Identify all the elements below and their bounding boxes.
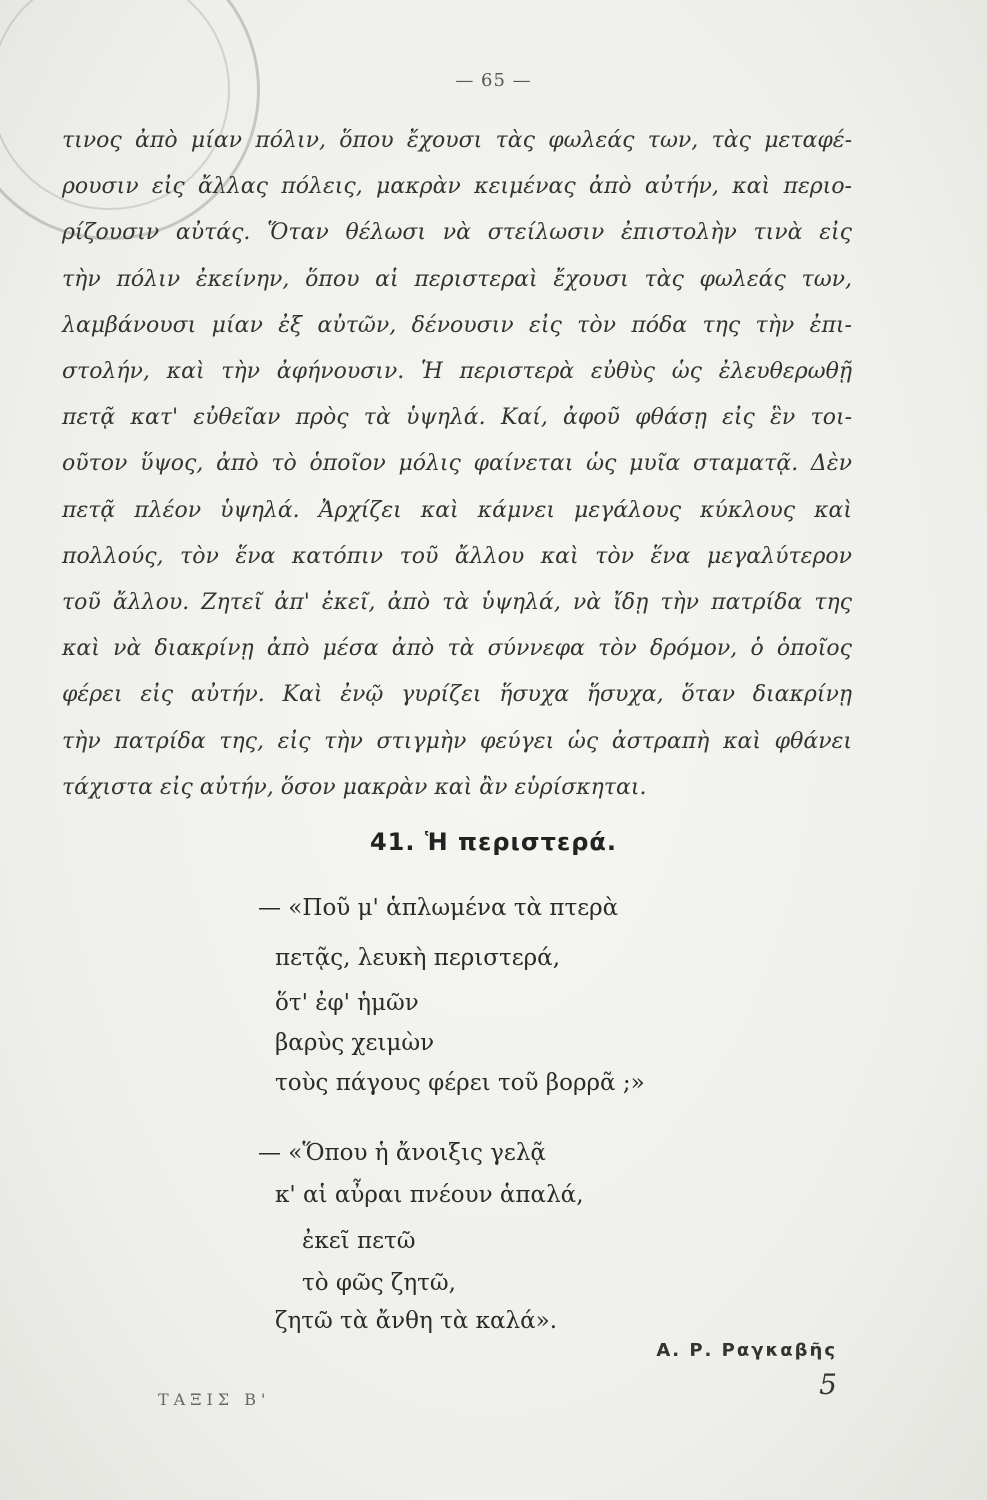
poem-author: Α. Ρ. Ραγκαβῆς: [656, 1340, 837, 1361]
poem-line: ὅτ' ἐφ' ἡμῶν: [275, 990, 419, 1016]
poem-line: — «Ὅπου ἡ ἄνοιξις γελᾷ: [258, 1140, 546, 1166]
prose-line: ρουσιν εἰς ἄλλας πόλεις, μακρὰν κειμένας ἀπὸ αὐτήν, καὶ περιο-: [62, 174, 852, 200]
poem-line: — «Ποῦ μ' ἁπλωμένα τὰ πτερὰ: [258, 895, 619, 921]
poem-line: ἐκεῖ πετῶ: [302, 1228, 416, 1254]
prose-line: τινος ἀπὸ μίαν πόλιν, ὅπου ἔχουσι τὰς φωλεάς των, τὰς μεταφέ-: [62, 128, 852, 153]
prose-line: τάχιστα εἰς αὐτήν, ὅσον μακρὰν καὶ ἂν εὑρίσκηται.: [62, 774, 647, 800]
poem-line: τὸ φῶς ζητῶ,: [302, 1270, 456, 1296]
prose-line: πολλούς, τὸν ἕνα κατόπιν τοῦ ἄλλου καὶ τὸν ἕνα μεγαλύτερον: [62, 543, 852, 569]
prose-line: οῦτον ὕψος, ἀπὸ τὸ ὁποῖον μόλις φαίνεται ὡς μυῖα σταματᾷ. Δὲν: [62, 451, 852, 477]
poem-line: βαρὺς χειμὼν: [275, 1030, 435, 1056]
prose-line: φέρει εἰς αὐτήν. Καὶ ἐνῷ γυρίζει ἥσυχα ἥσυχα, ὅταν διακρίνῃ: [62, 682, 852, 708]
prose-line: καὶ νὰ διακρίνῃ ἀπὸ μέσα ἀπὸ τὰ σύννεφα τὸν δρόμον, ὁ ὁποῖος: [62, 636, 852, 662]
page-number: — 65 —: [455, 70, 532, 91]
poem-line: ζητῶ τὰ ἄνθη τὰ καλά».: [275, 1308, 558, 1334]
prose-line: τὴν πατρίδα της, εἰς τὴν στιγμὴν φεύγει ὡς ἀστραπὴ καὶ φθάνει: [62, 728, 852, 754]
poem-line: τοὺς πάγους φέρει τοῦ βορρᾶ ;»: [275, 1070, 645, 1096]
prose-line: πετᾷ πλέον ὑψηλά. Ἀρχίζει καὶ κάμνει μεγάλους κύκλους καὶ: [62, 497, 852, 523]
prose-line: λαμβάνουσι μίαν ἐξ αὐτῶν, δένουσιν εἰς τὸν πόδα της τὴν ἐπι-: [62, 312, 852, 338]
prose-paragraph: [62, 118, 852, 811]
prose-line: τοῦ ἄλλου. Ζητεῖ ἀπ' ἐκεῖ, ἀπὸ τὰ ὑψηλά, νὰ ἴδῃ τὴν πατρίδα της: [62, 590, 852, 616]
poem-line: κ' αἱ αὖραι πνέουν ἁπαλά,: [275, 1182, 584, 1208]
printer-signature-number: 5: [819, 1368, 837, 1401]
prose-line: τὴν πόλιν ἐκείνην, ὅπου αἱ περιστεραὶ ἔχουσι τὰς φωλεάς των,: [62, 266, 852, 292]
prose-line: ρίζουσιν αὐτάς. Ὅταν θέλωσι νὰ στείλωσιν ἐπιστολὴν τινὰ εἰς: [62, 220, 852, 246]
prose-line: πετᾷ κατ' εὐθεῖαν πρὸς τὰ ὑψηλά. Καί, ἀφοῦ φθάσῃ εἰς ἓν τοι-: [62, 405, 852, 431]
poem-line: πετᾷς, λευκὴ περιστερά,: [275, 945, 561, 971]
printer-signature-label: ΤΑΞΙΣ Β': [158, 1390, 271, 1409]
prose-line: στολήν, καὶ τὴν ἀφήνουσιν. Ἡ περιστερὰ εὐθὺς ὡς ἐλευθερωθῇ: [62, 359, 852, 385]
poem-title: 41. Ἡ περιστερά.: [369, 828, 618, 856]
